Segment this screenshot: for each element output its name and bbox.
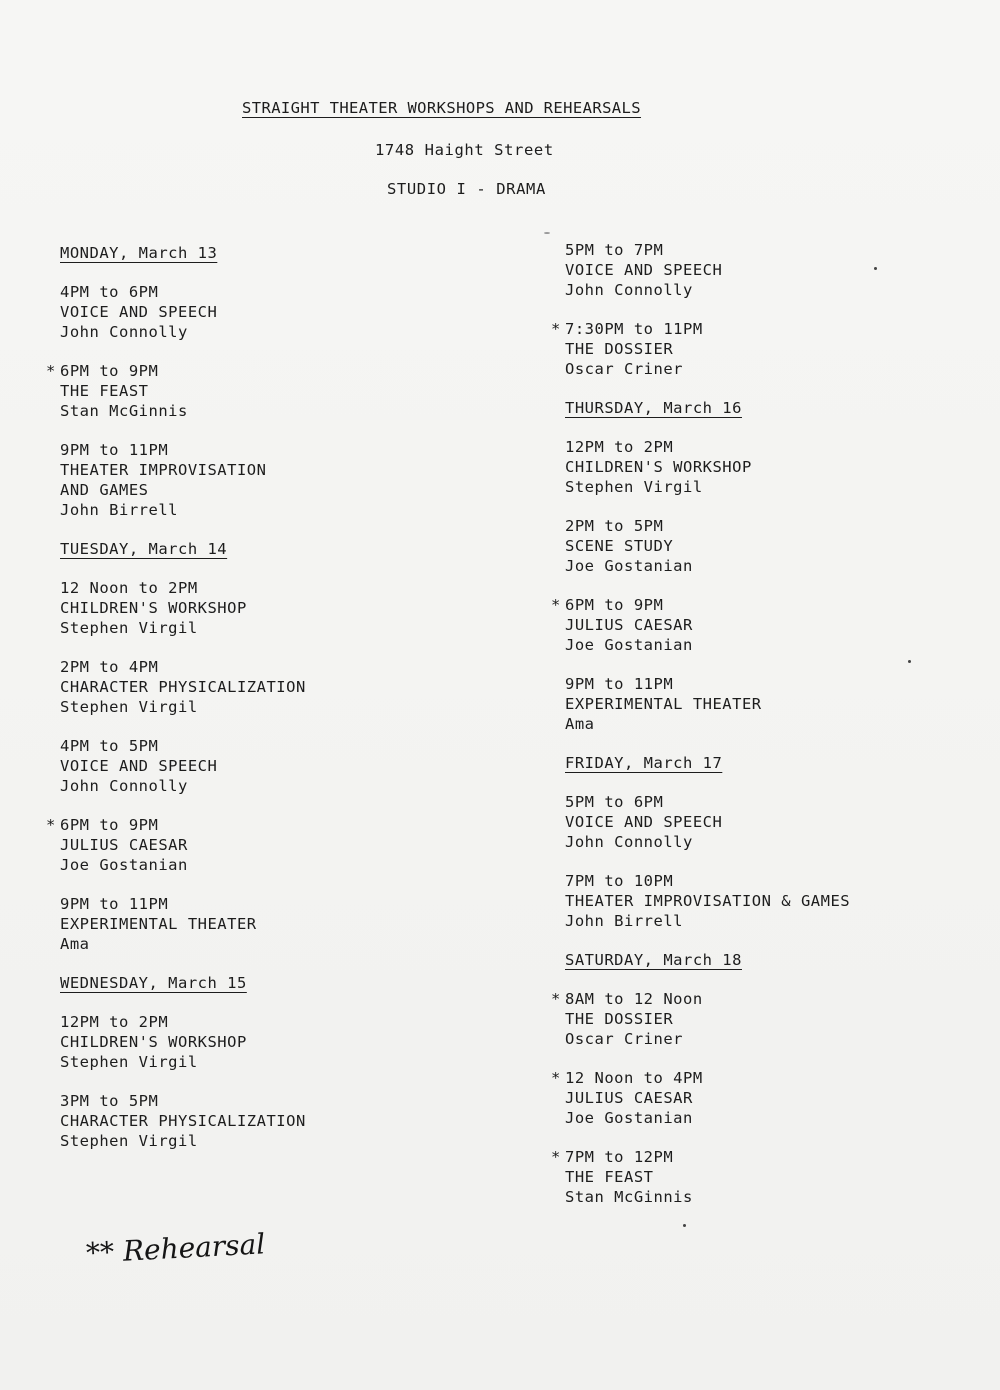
session-entry: 2PM to 4PM CHARACTER PHYSICALIZATION Stephen Virgil <box>60 658 306 716</box>
session-entry: 12 Noon to 2PM CHILDREN'S WORKSHOP Stephen Virgil <box>60 579 247 637</box>
session-entry: 5PM to 7PM VOICE AND SPEECH John Connolly <box>565 241 723 299</box>
paper-speck <box>544 232 550 234</box>
session-entry: * 12 Noon to 4PM JULIUS CAESAR Joe Gostanian <box>551 1069 703 1127</box>
paper-speck <box>874 267 877 270</box>
day-heading-tuesday: TUESDAY, March 14 <box>60 540 228 558</box>
day-heading-monday: MONDAY, March 13 <box>60 244 218 262</box>
right-column <box>551 240 851 1226</box>
session-entry: 3PM to 5PM CHARACTER PHYSICALIZATION Stephen Virgil <box>60 1092 306 1150</box>
left-column <box>46 243 306 1170</box>
address: 1748 Haight Street <box>375 141 554 159</box>
session-entry: * 7:30PM to 11PM THE DOSSIER Oscar Criner <box>551 320 703 378</box>
paper-speck <box>683 1224 686 1227</box>
session-entry: * 7PM to 12PM THE FEAST Stan McGinnis <box>551 1148 693 1206</box>
session-entry: 12PM to 2PM CHILDREN'S WORKSHOP Stephen Virgil <box>60 1013 247 1071</box>
session-entry: 7PM to 10PM THEATER IMPROVISATION & GAMES John Birrell <box>565 872 851 930</box>
session-entry: 4PM to 6PM VOICE AND SPEECH John Connolly <box>60 283 218 341</box>
session-entry: * 6PM to 9PM THE FEAST Stan McGinnis <box>46 362 188 420</box>
paper-speck <box>908 660 911 663</box>
day-heading-thursday: THURSDAY, March 16 <box>565 399 742 417</box>
day-heading-friday: FRIDAY, March 17 <box>565 754 723 772</box>
session-entry: 4PM to 5PM VOICE AND SPEECH John Connolly <box>60 737 218 795</box>
session-entry: 2PM to 5PM SCENE STUDY Joe Gostanian <box>565 517 693 575</box>
session-entry: * 6PM to 9PM JULIUS CAESAR Joe Gostanian <box>551 596 693 654</box>
session-entry: 9PM to 11PM EXPERIMENTAL THEATER Ama <box>565 675 762 733</box>
day-heading-saturday: SATURDAY, March 18 <box>565 951 742 969</box>
studio-label: STUDIO I - DRAMA <box>387 180 546 198</box>
session-entry: 5PM to 6PM VOICE AND SPEECH John Connolly <box>565 793 723 851</box>
day-heading-wednesday: WEDNESDAY, March 15 <box>60 974 247 992</box>
session-entry: 12PM to 2PM CHILDREN'S WORKSHOP Stephen Virgil <box>565 438 752 496</box>
handwritten-rehearsal-note: ** Rehearsal <box>85 1227 267 1270</box>
session-entry: 9PM to 11PM EXPERIMENTAL THEATER Ama <box>60 895 257 953</box>
page-title: STRAIGHT THEATER WORKSHOPS AND REHEARSALS <box>242 99 642 117</box>
session-entry: 9PM to 11PM THEATER IMPROVISATION AND GAMES John Birrell <box>60 441 267 519</box>
session-entry: * 8AM to 12 Noon THE DOSSIER Oscar Criner <box>551 990 703 1048</box>
session-entry: * 6PM to 9PM JULIUS CAESAR Joe Gostanian <box>46 816 188 874</box>
